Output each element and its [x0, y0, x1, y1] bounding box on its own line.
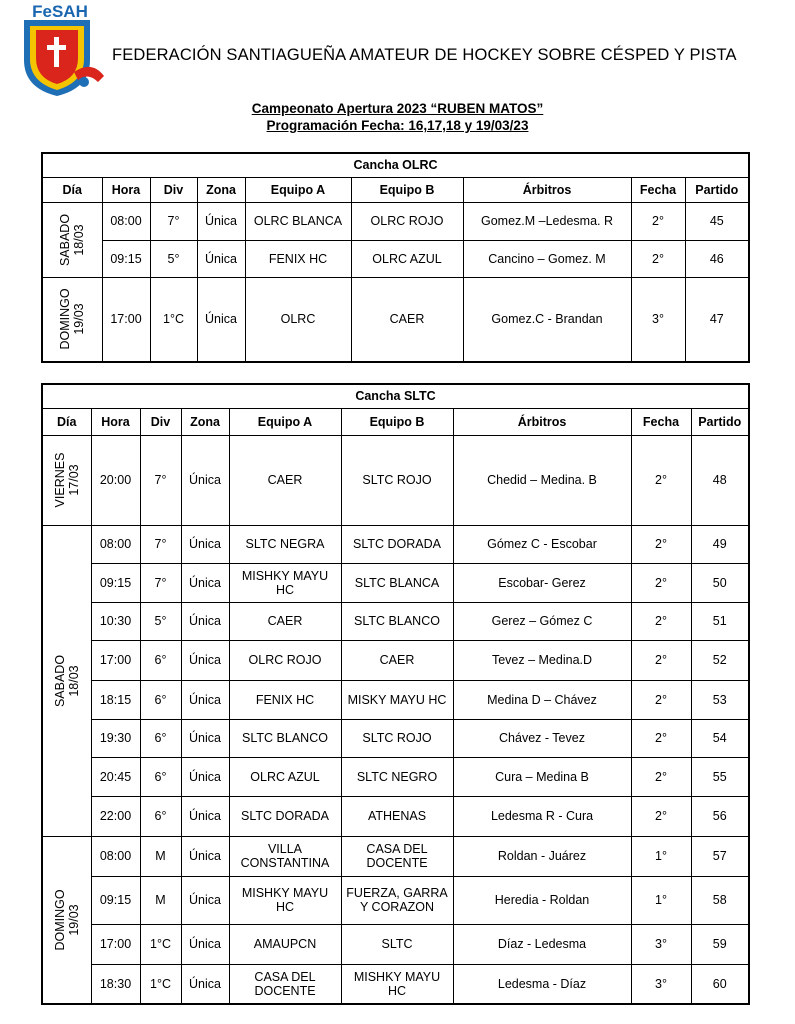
team-b-cell: SLTC ROJO	[341, 435, 453, 525]
match-row	[42, 602, 749, 640]
time-cell: 08:00	[91, 525, 140, 563]
zone-cell: Única	[181, 563, 229, 602]
day-cell	[42, 277, 102, 362]
referees-cell: Tevez – Medina.D	[453, 640, 631, 680]
round-cell: 3°	[631, 964, 691, 1004]
column-header: Equipo B	[351, 177, 463, 202]
match-row	[42, 240, 749, 277]
match-number-cell: 49	[691, 525, 749, 563]
zone-cell: Única	[181, 876, 229, 924]
round-cell: 2°	[631, 640, 691, 680]
time-cell: 17:00	[102, 277, 150, 362]
referees-cell: Escobar- Gerez	[453, 563, 631, 602]
division-cell: 7°	[140, 435, 181, 525]
team-b-cell: SLTC ROJO	[341, 719, 453, 757]
day-cell	[42, 525, 91, 836]
match-row	[42, 680, 749, 719]
time-cell: 09:15	[91, 876, 140, 924]
column-header: Div	[140, 408, 181, 435]
round-cell: 1°	[631, 876, 691, 924]
day-name: VIERNES	[52, 452, 67, 508]
time-cell: 22:00	[91, 796, 140, 836]
match-number-cell: 47	[685, 277, 749, 362]
match-number-cell: 50	[691, 563, 749, 602]
division-cell: 6°	[140, 796, 181, 836]
column-header: Árbitros	[463, 177, 631, 202]
column-header: Equipo B	[341, 408, 453, 435]
day-date: 18/03	[66, 664, 81, 697]
match-row	[42, 836, 749, 876]
round-cell: 2°	[631, 563, 691, 602]
column-header: Div	[150, 177, 197, 202]
column-header: Día	[42, 408, 91, 435]
division-cell: 6°	[140, 680, 181, 719]
zone-cell: Única	[181, 719, 229, 757]
column-header: Árbitros	[453, 408, 631, 435]
team-a-cell: AMAUPCN	[229, 924, 341, 964]
team-a-cell: MISHKY MAYU HC	[229, 876, 341, 924]
time-cell: 08:00	[91, 836, 140, 876]
programacion-title: Programación Fecha: 16,17,18 y 19/03/23	[266, 118, 529, 133]
day-label	[53, 654, 81, 706]
team-a-cell: CAER	[229, 602, 341, 640]
division-cell: M	[140, 836, 181, 876]
match-row	[42, 202, 749, 240]
day-date: 19/03	[66, 904, 81, 936]
round-cell: 2°	[631, 796, 691, 836]
column-header: Zona	[181, 408, 229, 435]
referees-cell: Heredia - Roldan	[453, 876, 631, 924]
team-a-cell: SLTC DORADA	[229, 796, 341, 836]
campeonato-title: Campeonato Apertura 2023 “RUBEN MATOS”	[251, 101, 544, 116]
time-cell: 09:15	[102, 240, 150, 277]
team-b-cell: OLRC AZUL	[351, 240, 463, 277]
match-row	[42, 640, 749, 680]
cancha-title: Cancha OLRC	[42, 153, 749, 177]
match-number-cell: 52	[691, 640, 749, 680]
match-number-cell: 51	[691, 602, 749, 640]
column-header: Fecha	[631, 408, 691, 435]
time-cell: 10:30	[91, 602, 140, 640]
match-number-cell: 48	[691, 435, 749, 525]
referees-cell: Gerez – Gómez C	[453, 602, 631, 640]
match-number-cell: 54	[691, 719, 749, 757]
match-number-cell: 53	[691, 680, 749, 719]
round-cell: 1°	[631, 836, 691, 876]
round-cell: 3°	[631, 277, 685, 362]
column-header: Partido	[691, 408, 749, 435]
round-cell: 2°	[631, 719, 691, 757]
day-label	[53, 453, 81, 508]
zone-cell: Única	[181, 836, 229, 876]
division-cell: 1°C	[140, 924, 181, 964]
division-cell: 7°	[140, 525, 181, 563]
team-b-cell: CAER	[351, 277, 463, 362]
team-a-cell: VILLA CONSTANTINA	[229, 836, 341, 876]
team-a-cell: CASA DEL DOCENTE	[229, 964, 341, 1004]
time-cell: 19:30	[91, 719, 140, 757]
day-name: DOMINGO	[58, 288, 73, 350]
referees-cell: Chávez - Tevez	[453, 719, 631, 757]
match-row	[42, 719, 749, 757]
match-row	[42, 924, 749, 964]
cancha-title: Cancha SLTC	[42, 384, 749, 408]
match-number-cell: 58	[691, 876, 749, 924]
team-b-cell: CAER	[341, 640, 453, 680]
division-cell: 6°	[140, 757, 181, 796]
column-header: Equipo A	[245, 177, 351, 202]
time-cell: 18:30	[91, 964, 140, 1004]
logo-text: FeSAH	[32, 2, 88, 21]
time-cell: 08:00	[102, 202, 150, 240]
referees-cell: Gómez C - Escobar	[453, 525, 631, 563]
column-header: Fecha	[631, 177, 685, 202]
team-a-cell: CAER	[229, 435, 341, 525]
day-date: 18/03	[72, 223, 87, 256]
day-label	[53, 889, 81, 950]
round-cell: 2°	[631, 757, 691, 796]
match-row	[42, 876, 749, 924]
team-b-cell: SLTC	[341, 924, 453, 964]
column-header: Zona	[197, 177, 245, 202]
round-cell: 2°	[631, 602, 691, 640]
referees-cell: Cancino – Gomez. M	[463, 240, 631, 277]
round-cell: 3°	[631, 924, 691, 964]
round-cell: 2°	[631, 240, 685, 277]
team-b-cell: OLRC ROJO	[351, 202, 463, 240]
match-row	[42, 525, 749, 563]
division-cell: M	[140, 876, 181, 924]
division-cell: 6°	[140, 640, 181, 680]
zone-cell: Única	[181, 602, 229, 640]
match-row	[42, 435, 749, 525]
time-cell: 17:00	[91, 640, 140, 680]
zone-cell: Única	[181, 964, 229, 1004]
division-cell: 7°	[140, 563, 181, 602]
column-header: Hora	[102, 177, 150, 202]
referees-cell: Gomez.M –Ledesma. R	[463, 202, 631, 240]
team-b-cell: FUERZA, GARRA Y CORAZON	[341, 876, 453, 924]
team-a-cell: FENIX HC	[245, 240, 351, 277]
day-cell	[42, 202, 102, 277]
zone-cell: Única	[181, 796, 229, 836]
round-cell: 2°	[631, 202, 685, 240]
time-cell: 17:00	[91, 924, 140, 964]
zone-cell: Única	[181, 757, 229, 796]
referees-cell: Roldan - Juárez	[453, 836, 631, 876]
zone-cell: Única	[181, 525, 229, 563]
team-a-cell: MISHKY MAYU HC	[229, 563, 341, 602]
team-a-cell: OLRC AZUL	[229, 757, 341, 796]
time-cell: 20:00	[91, 435, 140, 525]
team-a-cell: SLTC NEGRA	[229, 525, 341, 563]
match-number-cell: 57	[691, 836, 749, 876]
match-row	[42, 796, 749, 836]
round-cell: 2°	[631, 680, 691, 719]
team-a-cell: FENIX HC	[229, 680, 341, 719]
round-cell: 2°	[631, 435, 691, 525]
division-cell: 6°	[140, 719, 181, 757]
match-number-cell: 60	[691, 964, 749, 1004]
team-b-cell: SLTC DORADA	[341, 525, 453, 563]
division-cell: 5°	[150, 240, 197, 277]
match-row	[42, 964, 749, 1004]
day-label	[58, 289, 86, 350]
zone-cell: Única	[197, 240, 245, 277]
referees-cell: Díaz - Ledesma	[453, 924, 631, 964]
time-cell: 20:45	[91, 757, 140, 796]
zone-cell: Única	[197, 202, 245, 240]
match-row	[42, 277, 749, 362]
team-b-cell: SLTC BLANCO	[341, 602, 453, 640]
day-name: DOMINGO	[52, 889, 67, 951]
match-row	[42, 757, 749, 796]
day-cell	[42, 836, 91, 1004]
team-b-cell: ATHENAS	[341, 796, 453, 836]
team-b-cell: CASA DEL DOCENTE	[341, 836, 453, 876]
day-name: SABADO	[52, 654, 67, 707]
referees-cell: Ledesma R - Cura	[453, 796, 631, 836]
match-row	[42, 563, 749, 602]
match-number-cell: 55	[691, 757, 749, 796]
match-number-cell: 59	[691, 924, 749, 964]
column-header: Partido	[685, 177, 749, 202]
match-number-cell: 45	[685, 202, 749, 240]
day-date: 19/03	[72, 303, 87, 335]
division-cell: 1°C	[150, 277, 197, 362]
match-number-cell: 56	[691, 796, 749, 836]
zone-cell: Única	[181, 924, 229, 964]
referees-cell: Chedid – Medina. B	[453, 435, 631, 525]
time-cell: 18:15	[91, 680, 140, 719]
team-b-cell: SLTC BLANCA	[341, 563, 453, 602]
team-b-cell: MISKY MAYU HC	[341, 680, 453, 719]
time-cell: 09:15	[91, 563, 140, 602]
column-header: Equipo A	[229, 408, 341, 435]
zone-cell: Única	[181, 435, 229, 525]
day-date: 17/03	[66, 464, 81, 496]
team-a-cell: OLRC	[245, 277, 351, 362]
team-b-cell: MISHKY MAYU HC	[341, 964, 453, 1004]
round-cell: 2°	[631, 525, 691, 563]
division-cell: 5°	[140, 602, 181, 640]
zone-cell: Única	[197, 277, 245, 362]
cancha-olrc-table	[41, 152, 750, 363]
day-name: SABADO	[58, 213, 73, 266]
column-header: Hora	[91, 408, 140, 435]
zone-cell: Única	[181, 680, 229, 719]
team-a-cell: SLTC BLANCO	[229, 719, 341, 757]
referees-cell: Ledesma - Díaz	[453, 964, 631, 1004]
day-label	[58, 213, 86, 265]
document-subtitle	[0, 100, 795, 134]
federation-title: FEDERACIÓN SANTIAGUEÑA AMATEUR DE HOCKEY SOBRE CÉSPED Y PISTA	[112, 46, 737, 64]
day-cell	[42, 435, 91, 525]
fesah-logo	[14, 2, 106, 98]
column-header: Día	[42, 177, 102, 202]
team-b-cell: SLTC NEGRO	[341, 757, 453, 796]
match-number-cell: 46	[685, 240, 749, 277]
cancha-sltc-table	[41, 383, 750, 1005]
referees-cell: Medina D – Chávez	[453, 680, 631, 719]
referees-cell: Cura – Medina B	[453, 757, 631, 796]
referees-cell: Gomez.C - Brandan	[463, 277, 631, 362]
division-cell: 1°C	[140, 964, 181, 1004]
zone-cell: Única	[181, 640, 229, 680]
division-cell: 7°	[150, 202, 197, 240]
team-a-cell: OLRC BLANCA	[245, 202, 351, 240]
team-a-cell: OLRC ROJO	[229, 640, 341, 680]
